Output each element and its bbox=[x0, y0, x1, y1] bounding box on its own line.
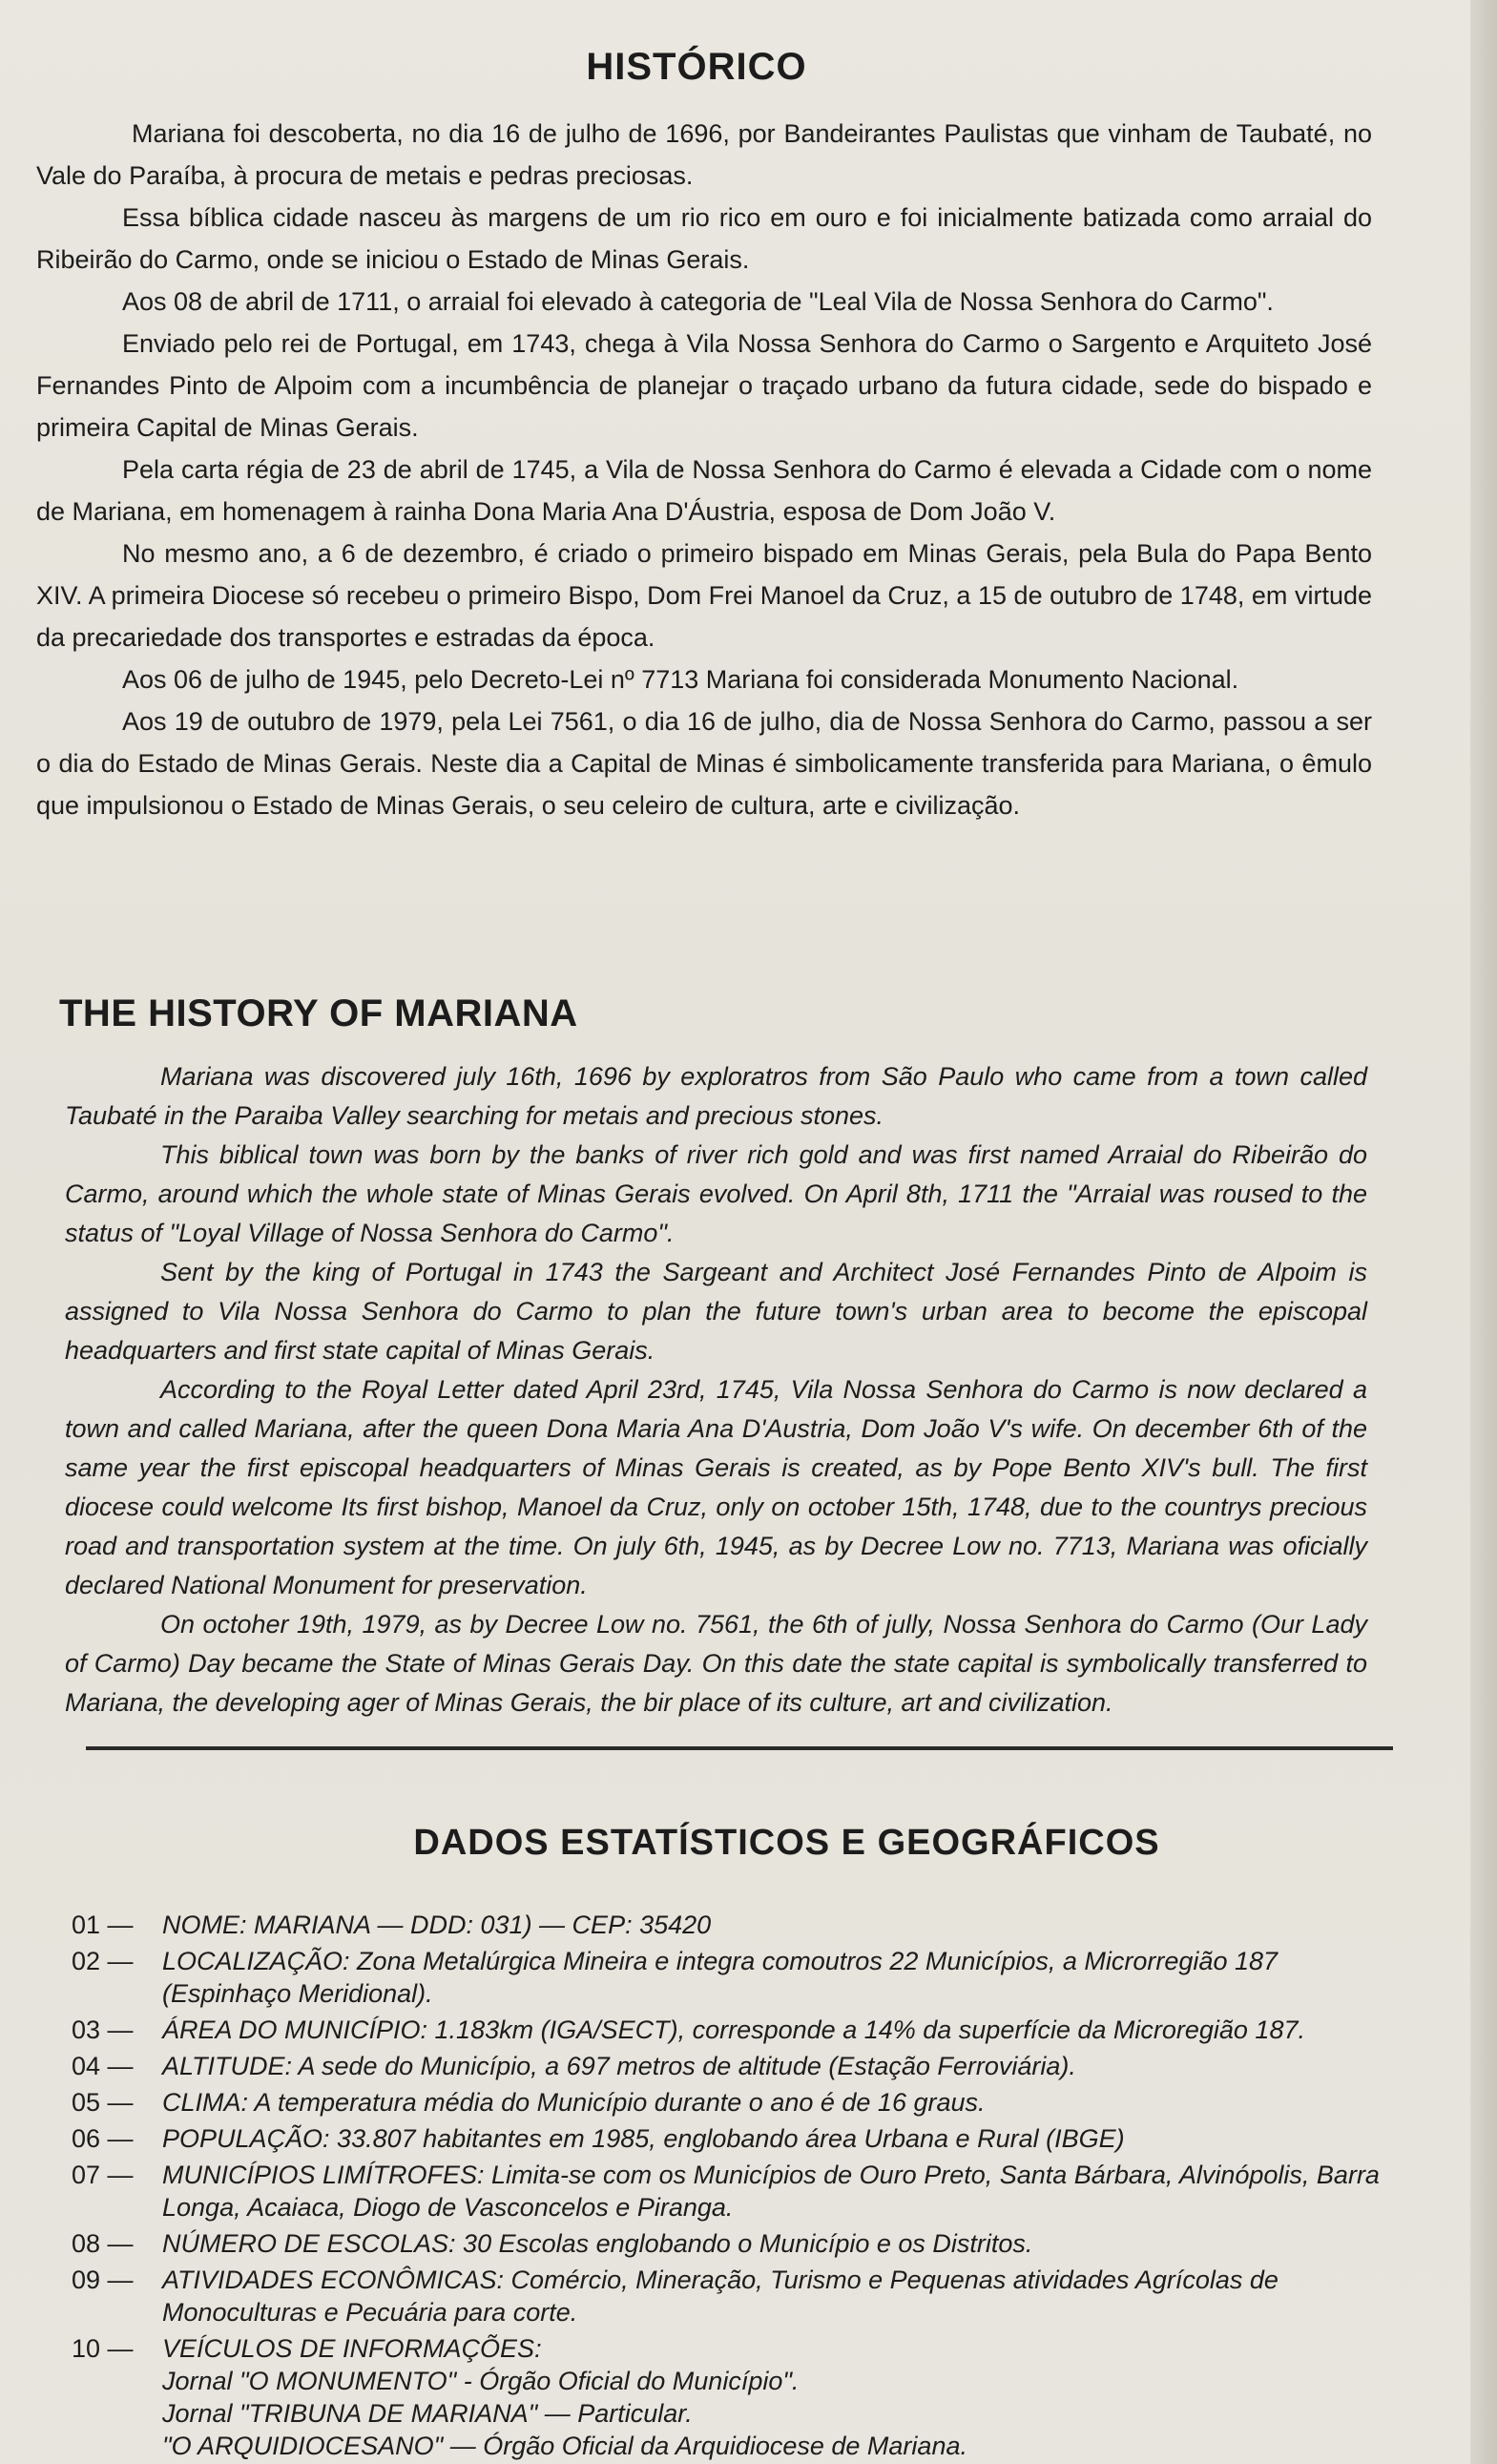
dados-item bbox=[72, 2227, 1398, 2260]
section-divider bbox=[86, 1746, 1393, 1750]
item-number: 04 — bbox=[72, 2052, 134, 2080]
item-number: 10 — bbox=[72, 2334, 134, 2363]
historico-paragraph: No mesmo ano, a 6 de dezembro, é criado o primeiro bispado em Minas Gerais, pela Bula do Papa Bento XIV. A primeira Diocese só recebeu o primeiro Bispo, Dom Frei Manoel da Cruz, a 15 de outubro de 1748, em virtude da precariedade dos transportes e estradas da época. bbox=[36, 539, 1372, 652]
item-text: "O ARQUIDIOCESANO" — Órgão Oficial da Arquidiocese de Mariana. bbox=[162, 2432, 967, 2460]
item-text: ÁREA DO MUNICÍPIO: 1.183km (IGA/SECT), corresponde a 14% da superfície da Microregião 187. bbox=[162, 2015, 1305, 2044]
history-paragraph: According to the Royal Letter dated April 23rd, 1745, Vila Nossa Senhora do Carmo is now declared a town and called Mariana, after the queen Dona Maria Ana D'Austria, Dom João V's wife. On december 6th of the same year the first episcopal headquarters of Minas Gerais is created, as by Pope Bento XIV's bull. The first diocese could welcome Its first bishop, Manoel da Cruz, only on october 15th, 1748, due to the countrys precious road and transportation system at the time. On july 6th, 1945, as by Decree Low no. 7713, Mariana was oficially declared National Monument for preservation. bbox=[65, 1375, 1367, 1599]
dados-list bbox=[72, 1909, 1398, 2464]
historico-paragraph: Aos 08 de abril de 1711, o arraial foi elevado à categoria de "Leal Vila de Nossa Senhora do Carmo". bbox=[122, 287, 1274, 316]
dados-title: DADOS ESTATÍSTICOS E GEOGRÁFICOS bbox=[413, 1823, 1160, 1863]
historico-body bbox=[36, 113, 1372, 826]
historico-paragraph: Aos 19 de outubro de 1979, pela Lei 7561, o dia 16 de julho, dia de Nossa Senhora do Carmo, passou a ser o dia do Estado de Minas Gerais. Neste dia a Capital de Minas é simbolicamente transferida para Mariana, o êmulo que impulsionou o Estado de Minas Gerais, o seu celeiro de cultura, arte e civilização. bbox=[36, 707, 1372, 820]
historico-paragraph: Enviado pelo rei de Portugal, em 1743, chega à Vila Nossa Senhora do Carmo o Sargento e Arquiteto José Fernandes Pinto de Alpoim com a incumbência de planejar o traçado urbano da futura cidade, sede do bispado e primeira Capital de Minas Gerais. bbox=[36, 329, 1372, 442]
dados-item bbox=[72, 2159, 1398, 2224]
history-paragraph: Mariana was discovered july 16th, 1696 by exploratros from São Paulo who came from a town called Taubaté in the Paraiba Valley searching for metais and precious stones. bbox=[65, 1062, 1367, 1130]
history-paragraph: This biblical town was born by the banks of river rich gold and was first named Arraial do Ribeirão do Carmo, around which the whole state of Minas Gerais evolved. On April 8th, 1711 the "Arraial was roused to the status of "Loyal Village of Nossa Senhora do Carmo". bbox=[65, 1140, 1367, 1247]
item-text: Jornal "TRIBUNA DE MARIANA" — Particular. bbox=[162, 2399, 693, 2428]
item-text: Jornal "O MONUMENTO" - Órgão Oficial do Município". bbox=[162, 2367, 800, 2395]
item-text: MUNICÍPIOS LIMÍTROFES: Limita-se com os Municípios de Ouro Preto, Santa Bárbara, Alvinópolis, Barra Longa, Acaiaca, Diogo de Vasconcelos e Piranga. bbox=[162, 2161, 1380, 2222]
dados-item bbox=[72, 1909, 1398, 1941]
item-number: 08 — bbox=[72, 2229, 134, 2258]
dados-item bbox=[72, 2332, 1398, 2462]
historico-paragraph: Pela carta régia de 23 de abril de 1745, a Vila de Nossa Senhora do Carmo é elevada a Cidade com o nome de Mariana, em homenagem à rainha Dona Maria Ana D'Áustria, esposa de Dom João V. bbox=[36, 455, 1372, 526]
historico-paragraph: Essa bíblica cidade nasceu às margens de um rio rico em ouro e foi inicialmente batizada como arraial do Ribeirão do Carmo, onde se iniciou o Estado de Minas Gerais. bbox=[36, 203, 1372, 274]
item-number: 05 — bbox=[72, 2088, 134, 2117]
item-text: ATIVIDADES ECONÔMICAS: Comércio, Mineração, Turismo e Pequenas atividades Agrícolas de Monoculturas e Pecuária para corte. bbox=[162, 2266, 1279, 2327]
item-text: NOME: MARIANA — DDD: 031) — CEP: 35420 bbox=[162, 1911, 712, 1939]
historico-paragraph: Mariana foi descoberta, no dia 16 de julho de 1696, por Bandeirantes Paulistas que vinham de Taubaté, no Vale do Paraíba, à procura de metais e pedras preciosas. bbox=[36, 119, 1372, 190]
item-text: CLIMA: A temperatura média do Município durante o ano é de 16 graus. bbox=[162, 2088, 986, 2117]
item-text: NÚMERO DE ESCOLAS: 30 Escolas englobando o Município e os Distritos. bbox=[162, 2229, 1033, 2258]
history-title: THE HISTORY OF MARIANA bbox=[59, 992, 578, 1034]
page-edge-shadow bbox=[1470, 0, 1497, 2464]
item-number: 06 — bbox=[72, 2124, 134, 2153]
dados-item bbox=[72, 2014, 1398, 2046]
history-paragraph: Sent by the king of Portugal in 1743 the Sargeant and Architect José Fernandes Pinto de Alpoim is assigned to Vila Nossa Senhora do Carmo to plan the future town's urban area to become the episcopal headquarters and first state capital of Minas Gerais. bbox=[65, 1258, 1367, 1365]
historico-title: HISTÓRICO bbox=[586, 46, 807, 88]
item-text: VEÍCULOS DE INFORMAÇÕES: bbox=[162, 2334, 542, 2363]
item-text: LOCALIZAÇÃO: Zona Metalúrgica Mineira e integra comoutros 22 Municípios, a Microrregião 187 (Espinhaço Meridional). bbox=[162, 1947, 1279, 2008]
item-text: POPULAÇÃO: 33.807 habitantes em 1985, englobando área Urbana e Rural (IBGE) bbox=[162, 2124, 1125, 2153]
item-number: 03 — bbox=[72, 2015, 134, 2044]
history-body bbox=[65, 1057, 1367, 1723]
dados-item bbox=[72, 2264, 1398, 2328]
item-number: 01 — bbox=[72, 1911, 134, 1939]
dados-item bbox=[72, 2122, 1398, 2155]
dados-item bbox=[72, 1945, 1398, 2010]
item-text: ALTITUDE: A sede do Município, a 697 metros de altitude (Estação Ferroviária). bbox=[162, 2052, 1076, 2080]
item-number: 09 — bbox=[72, 2266, 134, 2294]
historico-paragraph: Aos 06 de julho de 1945, pelo Decreto-Lei nº 7713 Mariana foi considerada Monumento Nacional. bbox=[122, 665, 1239, 694]
item-number: 07 — bbox=[72, 2161, 134, 2189]
dados-item bbox=[72, 2050, 1398, 2082]
history-paragraph: On octoher 19th, 1979, as by Decree Low no. 7561, the 6th of jully, Nossa Senhora do Carmo (Our Lady of Carmo) Day became the State of Minas Gerais Day. On this date the state capital is symbolically transferred to Mariana, the developing ager of Minas Gerais, the bir place of its culture, art and civilization. bbox=[65, 1610, 1367, 1717]
dados-item bbox=[72, 2086, 1398, 2119]
item-number: 02 — bbox=[72, 1947, 134, 1975]
